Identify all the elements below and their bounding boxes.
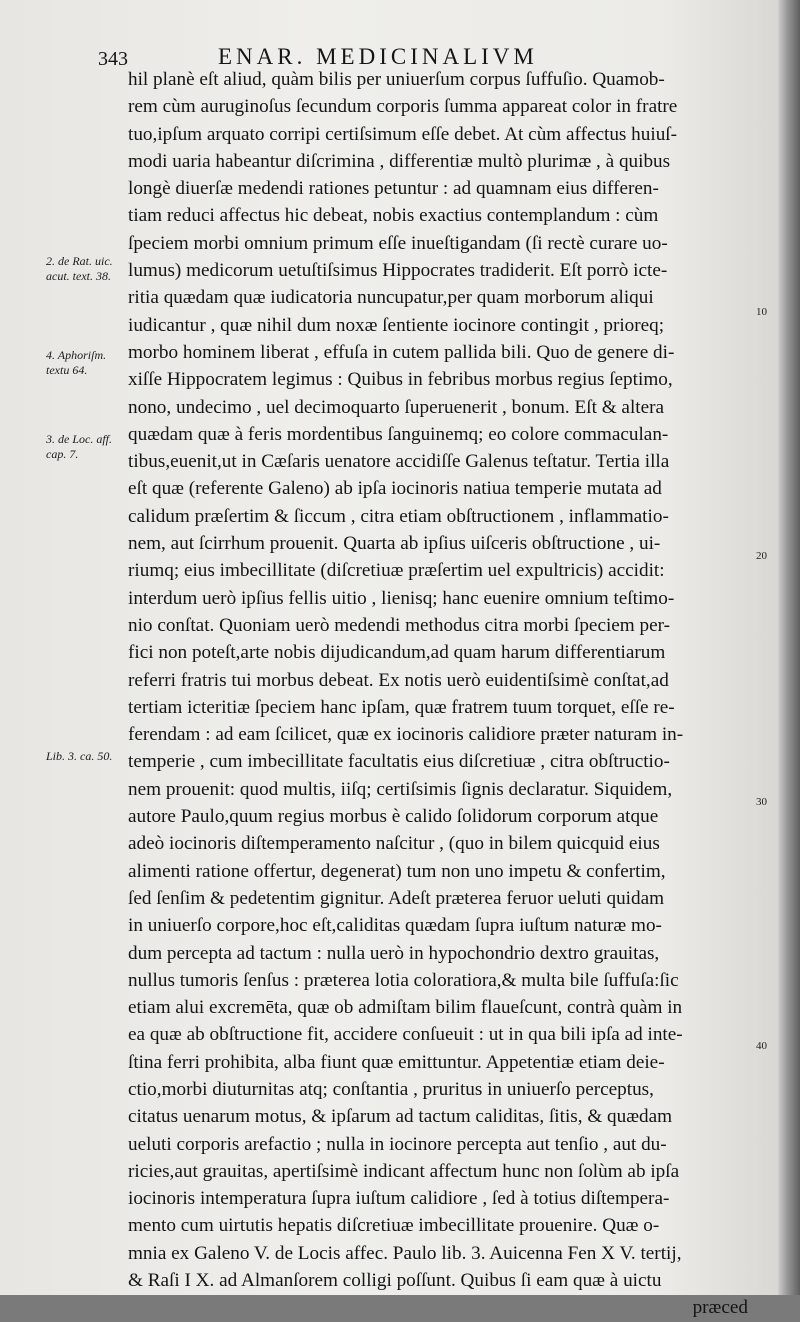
text-line: ea quæ ab obſtructione fit, accidere conſueuit : ut in qua bili ipſa ad inte- — [128, 1024, 683, 1046]
line-number: 20 — [756, 550, 767, 562]
margin-note: 3. de Loc. aff. cap. 7. — [46, 432, 112, 461]
text-line: rem cùm auruginoſus ſecundum corporis ſumma appareat color in fratre — [128, 96, 678, 118]
text-line: tertiam icteritiæ ſpeciem hanc ipſam, quæ fratrem tuum torquet, eſſe re- — [128, 696, 675, 718]
text-line: hil planè eſt aliud, quàm bilis per uniuerſum corpus ſuffuſio. Quamob- — [128, 69, 665, 90]
text-line: & Raſi I X. ad Almanſorem colligi poſſunt. Quibus ſi eam quæ à uictu — [128, 1270, 662, 1292]
text-line: ritia quædam quæ iudicatoria nuncupatur,per quam morborum aliqui — [128, 287, 654, 309]
text-line: iocinoris intemperatura ſupra iuſtum calidiore , ſed à totius diſtempera- — [128, 1188, 670, 1210]
text-line: tuo,ipſum arquato corripi certiſsimum eſſe debet. At cùm affectus huiuſ- — [128, 123, 678, 145]
text-line: fici non poteſt,arte nobis dijudicandum,ad quam harum differentiarum — [128, 642, 666, 664]
text-line: citatus uenarum motus, & ipſarum ad tactum caliditas, ſitis, & quædam — [128, 1106, 673, 1128]
margin-note: 2. de Rat. uic. acut. text. 38. — [46, 254, 113, 283]
margin-note: 4. Aphoriſm. textu 64. — [46, 348, 107, 377]
text-line: tiam reduci affectus hic debeat, nobis exactius contemplandum : cùm — [128, 205, 659, 227]
text-line: ueluti corporis arefactio ; nulla in iocinore percepta aut tenſio , aut du- — [128, 1133, 667, 1155]
page-edge-shadow — [778, 0, 800, 1295]
text-line: ſed ſenſim & pedetentim gignitur. Adeſt præterea feruor ueluti quidam — [128, 887, 665, 909]
text-line: modi uaria habeantur diſcrimina , differentiæ multò plurimæ , à quibus — [128, 150, 671, 172]
text-line: alimenti ratione offertur, degenerat) tum non uno impetu & confertim, — [128, 860, 666, 882]
text-line: adeò iocinoris diſtemperamento naſcitur , (quo in bilem quicquid eius — [128, 833, 660, 855]
text-line: quædam quæ à feris mordentibus ſanguinemq; eo colore commaculan- — [128, 423, 669, 445]
text-line: autore Paulo,quum regius morbus è calido ſolidorum corporum atque — [128, 806, 659, 828]
text-line: mento cum uirtutis hepatis diſcretiuæ imbecillitate prouenire. Quæ o- — [128, 1215, 660, 1237]
text-line: temperie , cum imbecillitate facultatis eius diſcretiuæ , citra obſtructio- — [128, 751, 670, 773]
text-line: morbo hominem liberat , effuſa in cutem pallida bili. Quo de genere di- — [128, 341, 675, 363]
text-line: etiam alui excremēta, quæ ob admiſtam bilim flaueſcunt, contrà quàm in — [128, 997, 683, 1019]
text-line: nullus tumoris ſenſus : præterea lotia coloratiora,& multa bile ſuffuſa:ſic — [128, 969, 679, 991]
text-line: ferendam : ad eam ſcilicet, quæ ex iocinoris calidiore præter naturam in- — [128, 724, 684, 746]
text-line: nono, undecimo , uel decimoquarto ſuperuenerit , bonum. Eſt & altera — [128, 396, 665, 418]
page-header — [0, 38, 760, 68]
text-line: referri fratris tui morbus debeat. Ex notis uerò euidentiſsimè conſtat,ad — [128, 669, 669, 691]
text-line: tibus,euenit,ut in Cæſaris uenatore accidiſſe Galenus teſtatur. Tertia illa — [128, 451, 670, 473]
text-line: lumus) medicorum uetuſtiſsimus Hippocrates tradiderit. Eſt porrò icte- — [128, 260, 668, 282]
text-line: dum percepta ad tactum : nulla uerò in hypochondrio dextro grauitas, — [128, 942, 660, 964]
text-line: calidum præſertim & ſiccum , citra etiam obſtructionem , inflammatio- — [128, 505, 669, 527]
text-line: riumq; eius imbecillitate (diſcretiuæ præſertim uel expultricis) accidit: — [128, 560, 665, 582]
text-line: præced — [692, 1297, 748, 1319]
text-line: nem, aut ſcirrhum prouenit. Quarta ab ipſius uiſceris obſtructione , ui- — [128, 533, 661, 555]
text-line: xiſſe Hippocratem legimus : Quibus in febribus morbus regius ſeptimo, — [128, 369, 673, 391]
text-line: ſtina ferri prohibita, alba fiunt quæ emittuntur. Appetentiæ etiam deie- — [128, 1051, 665, 1073]
text-line: mnia ex Galeno V. de Locis affec. Paulo lib. 3. Auicenna Fen X V. tertij, — [128, 1242, 682, 1264]
text-line: nio conſtat. Quoniam uerò medendi methodus citra morbi ſpeciem per- — [128, 614, 671, 636]
text-line: nem prouenit: quod multis, iiſq; certiſsimis ſignis declaratur. Siquidem, — [128, 778, 673, 800]
line-number: 10 — [756, 306, 767, 318]
text-line: interdum uerò ipſius fellis uitio , lienisq; hanc euenire omnium teſtimo- — [128, 587, 675, 609]
text-line: ctio,morbi diuturnitas atq; conſtantia , pruritus in uniuerſo perceptus, — [128, 1078, 654, 1100]
page-number: 343 — [98, 48, 128, 70]
main-text-block — [128, 66, 748, 1322]
text-line: ricies,aut grauitas, apertiſsimè indicant affectum hunc non ſolùm ab ipſa — [128, 1160, 680, 1182]
running-title: ENAR. MEDICINALIVM — [218, 44, 538, 69]
text-line: ſpeciem morbi omnium primum eſſe inueſtigandam (ſi rectè curare uo- — [128, 232, 668, 254]
line-number: 40 — [756, 1040, 767, 1052]
line-number: 30 — [756, 796, 767, 808]
text-line: iudicantur , quæ nihil dum noxæ ſentiente iocinore contingit , prioreq; — [128, 314, 665, 336]
margin-note: Lib. 3. ca. 50. — [46, 749, 113, 763]
text-line: eſt quæ (referente Galeno) ab ipſa iocinoris natiua temperie mutata ad — [128, 478, 662, 500]
text-line: in uniuerſo corpore,hoc eſt,caliditas quædam ſupra iuſtum naturæ mo- — [128, 915, 662, 937]
text-line: longè diuerſæ medendi rationes petuntur : ad quamnam eius differen- — [128, 178, 659, 200]
